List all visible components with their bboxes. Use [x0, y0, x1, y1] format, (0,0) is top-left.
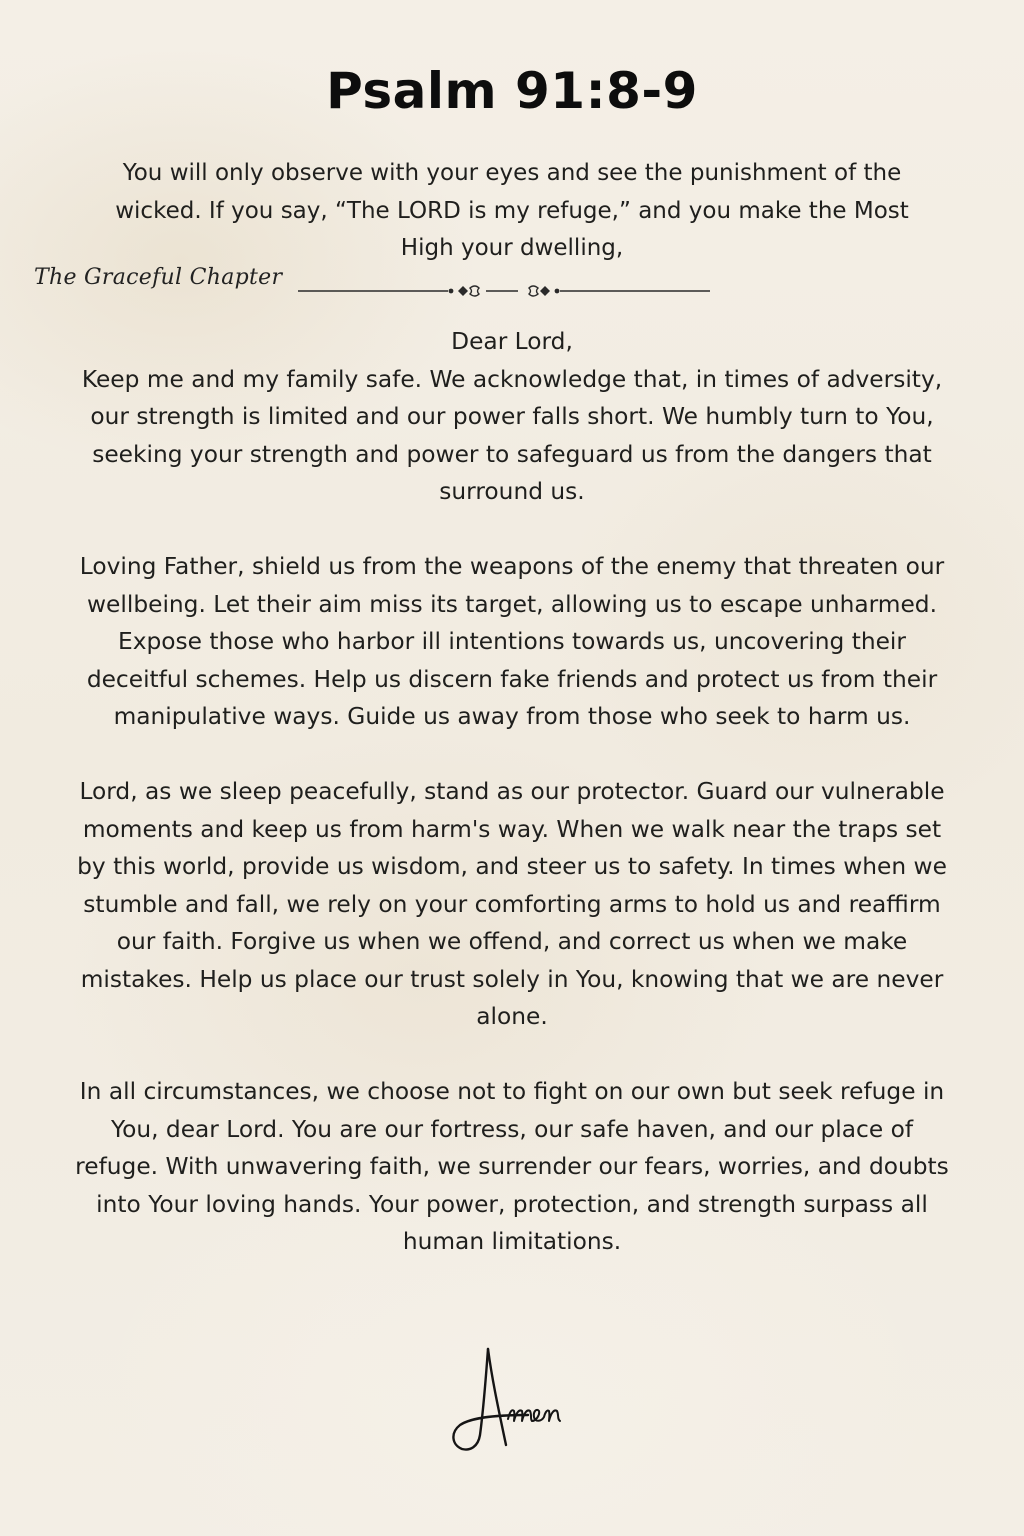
- prayer-paragraph-1: Keep me and my family safe. We acknowledge that, in times of adversity, our strength is limited and our power falls short. We humbly turn to You, seeking your strength and power to safeguard us from the dangers that surround us.: [81, 365, 943, 505]
- page-title: Psalm 91:8-9: [326, 62, 698, 120]
- prayer-paragraph-3: Lord, as we sleep peacefully, stand as our protector. Guard our vulnerable moments and keep us from harm's way. When we walk near the traps set by this world, provide us wisdom, and steer us to safety. In times when we stumble and fall, we rely on your comforting arms to hold us and reaffirm our faith. Forgive us when we offend, and correct us when we make mistakes. Help us place our trust solely in You, knowing that we are never alone.: [77, 778, 947, 1030]
- prayer-paragraph-2: Loving Father, shield us from the weapons of the enemy that threaten our wellbeing. Let their aim miss its target, allowing us to escape unharmed. Expose those who harbor ill intentions towards us, uncovering their deceitful schemes. Help us discern fake friends and protect us from their manipulative ways. Guide us away from those who seek to harm us.: [79, 553, 945, 730]
- scripture-verse: You will only observe with your eyes and see the punishment of the wicked. If you say, “The LORD is my refuge,” and you make the Most High your dwelling,: [115, 160, 909, 261]
- prayer-salutation: Dear Lord,: [451, 328, 573, 355]
- brand-signature: The Graceful Chapter: [34, 265, 283, 290]
- prayer-paragraph-4: In all circumstances, we choose not to fight on our own but seek refuge in You, dear Lord. You are our fortress, our safe haven, and our place of refuge. With unwavering faith, we surrender our fears, worries, and doubts into Your loving hands. Your power, protection, and strength surpass all human limitations.: [75, 1078, 949, 1255]
- ornamental-divider-icon: [298, 280, 710, 302]
- prayer-body: [70, 323, 954, 1298]
- amen-script-signature: [448, 1345, 598, 1455]
